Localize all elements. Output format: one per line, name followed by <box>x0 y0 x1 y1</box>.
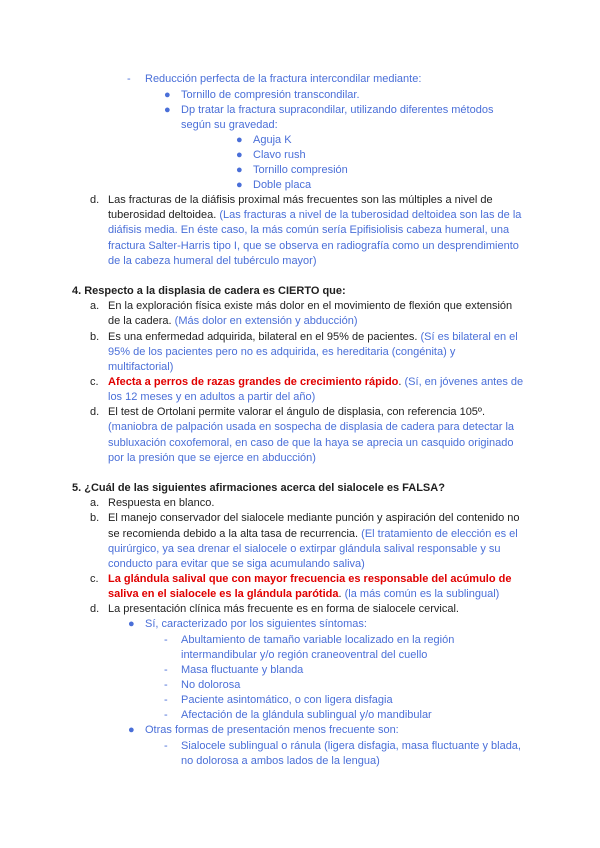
list-item: según su gravedad: <box>181 119 278 131</box>
item-letter: c. <box>90 376 99 388</box>
list-item: Masa fluctuante y blanda <box>181 664 304 676</box>
question-heading: 4. Respecto a la displasia de cadera es CIERTO que: <box>72 285 346 297</box>
list-item: Paciente asintomático, o con ligera disfagia <box>181 694 393 706</box>
list-item: Sí, caracterizado por los siguientes síntomas: <box>145 618 367 630</box>
item-text: En la exploración física existe más dolor en el movimiento de flexión que extensión <box>108 300 513 312</box>
item-text: de la cabeza humeral del tubérculo mayor) <box>108 255 317 267</box>
question-heading: 5. ¿Cuál de las siguientes afirmaciones acerca del sialocele es FALSA? <box>72 482 445 494</box>
item-letter: d. <box>90 194 100 206</box>
item-text: Las fracturas de la diáfisis proximal más frecuentes son las múltiples a nivel de <box>108 194 493 206</box>
list-item: Reducción perfecta de la fractura intercondilar mediante: <box>145 73 422 85</box>
item-letter: b. <box>90 331 100 343</box>
list-item: Clavo rush <box>253 149 306 161</box>
item-text: 95% de los pacientes pero no es adquirida, es hereditaria (congénita) y <box>108 346 456 358</box>
list-item: Tornillo compresión <box>253 164 348 176</box>
item-text: los 12 meses y en adultos a partir del año) <box>108 391 316 403</box>
item-letter: d. <box>90 603 100 615</box>
list-item: Aguja K <box>253 134 292 146</box>
item-letter: b. <box>90 512 100 524</box>
dash-marker: - <box>164 740 168 752</box>
item-text: (maniobra de palpación usada en sospecha de displasia de cadera para detectar la <box>108 421 515 433</box>
list-item: Dp tratar la fractura supracondilar, utilizando diferentes métodos <box>181 104 494 116</box>
list-item: Sialocele sublingual o ránula (ligera disfagia, masa fluctuante y blada, <box>181 740 521 752</box>
item-text: Respuesta en blanco. <box>108 497 215 509</box>
item-text: multifactorial) <box>108 361 174 373</box>
item-text: Es una enfermedad adquirida, bilateral en el 95% de pacientes. (Sí es bilateral en el <box>108 331 518 343</box>
item-text: de la cadera. (Más dolor en extensión y abducción) <box>108 315 358 327</box>
item-text: La presentación clínica más frecuente es en forma de sialocele cervical. <box>108 603 459 615</box>
item-letter: d. <box>90 406 100 418</box>
bullet-marker: ● <box>236 134 243 146</box>
item-text: se recomienda debido a la alta tasa de recurrencia. (El tratamiento de elección es el <box>108 528 518 540</box>
bullet-marker: ● <box>128 618 135 630</box>
bullet-marker: ● <box>236 164 243 176</box>
list-item: Afectación de la glándula sublingual y/o mandibular <box>181 709 432 721</box>
list-item: Doble placa <box>253 179 312 191</box>
bullet-marker: ● <box>164 104 171 116</box>
item-text: diáfisis media. En éste caso, la más común sería Epifisiolisis cabeza humeral, una <box>108 224 510 236</box>
bullet-marker: ● <box>236 179 243 191</box>
item-text: La glándula salival que con mayor frecuencia es responsable del acúmulo de <box>108 573 512 585</box>
item-text: tuberosidad deltoidea. (Las fracturas a nivel de la tuberosidad deltoidea son las de la <box>108 209 522 221</box>
dash-marker: - <box>164 634 168 646</box>
dash-marker: - <box>127 73 131 85</box>
item-text: saliva en el sialocele es la glándula parótida. (la más común es la sublingual) <box>108 588 500 600</box>
list-item: no dolorosa a ambos lados de la lengua) <box>181 755 380 767</box>
list-item: Tornillo de compresión transcondilar. <box>181 89 360 101</box>
item-letter: c. <box>90 573 99 585</box>
item-text: subluxación coxofemoral, en caso de que la haya se aprecia un casquido originado <box>108 437 514 449</box>
item-text: Afecta a perros de razas grandes de crecimiento rápido. (Sí, en jóvenes antes de <box>108 376 524 388</box>
item-text: El manejo conservador del sialocele mediante punción y aspiración del contenido no <box>108 512 520 524</box>
list-item: intermandibular y/o región craneoventral del cuello <box>181 649 428 661</box>
dash-marker: - <box>164 709 168 721</box>
item-text: quirúrgico, ya sea drenar el sialocele o extirpar glándula salival responsable y su <box>108 543 501 555</box>
item-letter: a. <box>90 497 100 509</box>
dash-marker: - <box>164 679 168 691</box>
item-letter: a. <box>90 300 100 312</box>
list-item: Otras formas de presentación menos frecuente son: <box>145 724 399 736</box>
item-text: conducto para evitar que se siga acumulando saliva) <box>108 558 365 570</box>
bullet-marker: ● <box>128 724 135 736</box>
item-text: por la presión que se ejerce en abducción) <box>108 452 316 464</box>
item-text: fractura Salter-Harris tipo I, que se observa en radiografía como un desprendimiento <box>108 240 519 252</box>
list-item: No dolorosa <box>181 679 241 691</box>
item-text: El test de Ortolani permite valorar el ángulo de displasia, con referencia 105º. <box>108 406 486 418</box>
dash-marker: - <box>164 694 168 706</box>
bullet-marker: ● <box>236 149 243 161</box>
bullet-marker: ● <box>164 89 171 101</box>
dash-marker: - <box>164 664 168 676</box>
list-item: Abultamiento de tamaño variable localizado en la región <box>181 634 455 646</box>
